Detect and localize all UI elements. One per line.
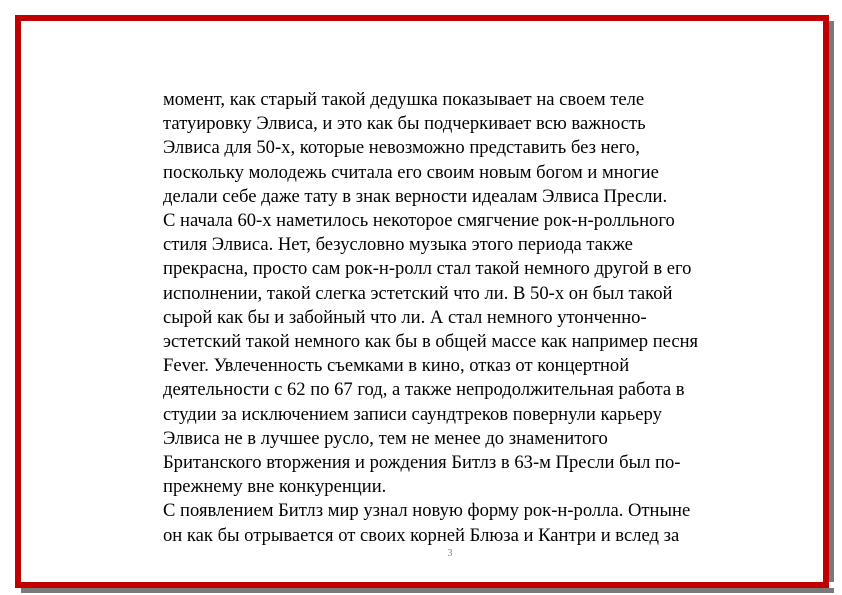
page-shadow-right (829, 21, 834, 582)
body-text (163, 88, 753, 548)
text-line: деятельности с 62 по 67 год, а также непродолжительная работа в (163, 379, 685, 401)
text-line: стиля Элвиса. Нет, безусловно музыка этого периода также (163, 234, 633, 256)
text-line: делали себе даже тату в знак верности идеалам Элвиса Пресли. (163, 185, 668, 207)
text-line: поскольку молодежь считала его своим новым богом и многие (163, 161, 659, 183)
text-line: прекрасна, просто сам рок-н-ролл стал такой немного другой в его (163, 258, 692, 280)
text-line: момент, как старый такой дедушка показывает на своем теле (163, 89, 645, 110)
text-line: студии за исключением записи саундтреков повернули карьеру (163, 403, 662, 425)
text-line: Элвиса не в лучшее русло, тем не менее до знаменитого (163, 427, 608, 449)
page-number: 3 (447, 548, 453, 559)
text-line: Британского вторжения и рождения Битлз в 63-м Пресли был по- (163, 452, 681, 474)
text-line: С начала 60-х наметилось некоторое смягчение рок-н-ролльного (163, 210, 675, 232)
text-line: С появлением Битлз мир узнал новую форму рок-н-ролла. Отныне (163, 500, 691, 522)
text-line: Элвиса для 50-х, которые невозможно представить без него, (163, 137, 640, 159)
text-line: сырой как бы и забойный что ли. А стал немного утонченно- (163, 306, 647, 328)
text-line: исполнении, такой слегка эстетский что ли. В 50-х он был такой (163, 282, 673, 304)
page-shadow-bottom (21, 588, 834, 593)
text-line: татуировку Элвиса, и это как бы подчеркивает всю важность (163, 113, 646, 135)
text-line: эстетский такой немного как бы в общей массе как например песня (163, 331, 699, 353)
text-line: он как бы отрывается от своих корней Блюза и Кантри и вслед за (163, 524, 680, 546)
text-line: прежнему вне конкуренции. (163, 476, 387, 498)
text-line: Fever. Увлеченность съемками в кино, отказ от концертной (163, 355, 630, 377)
